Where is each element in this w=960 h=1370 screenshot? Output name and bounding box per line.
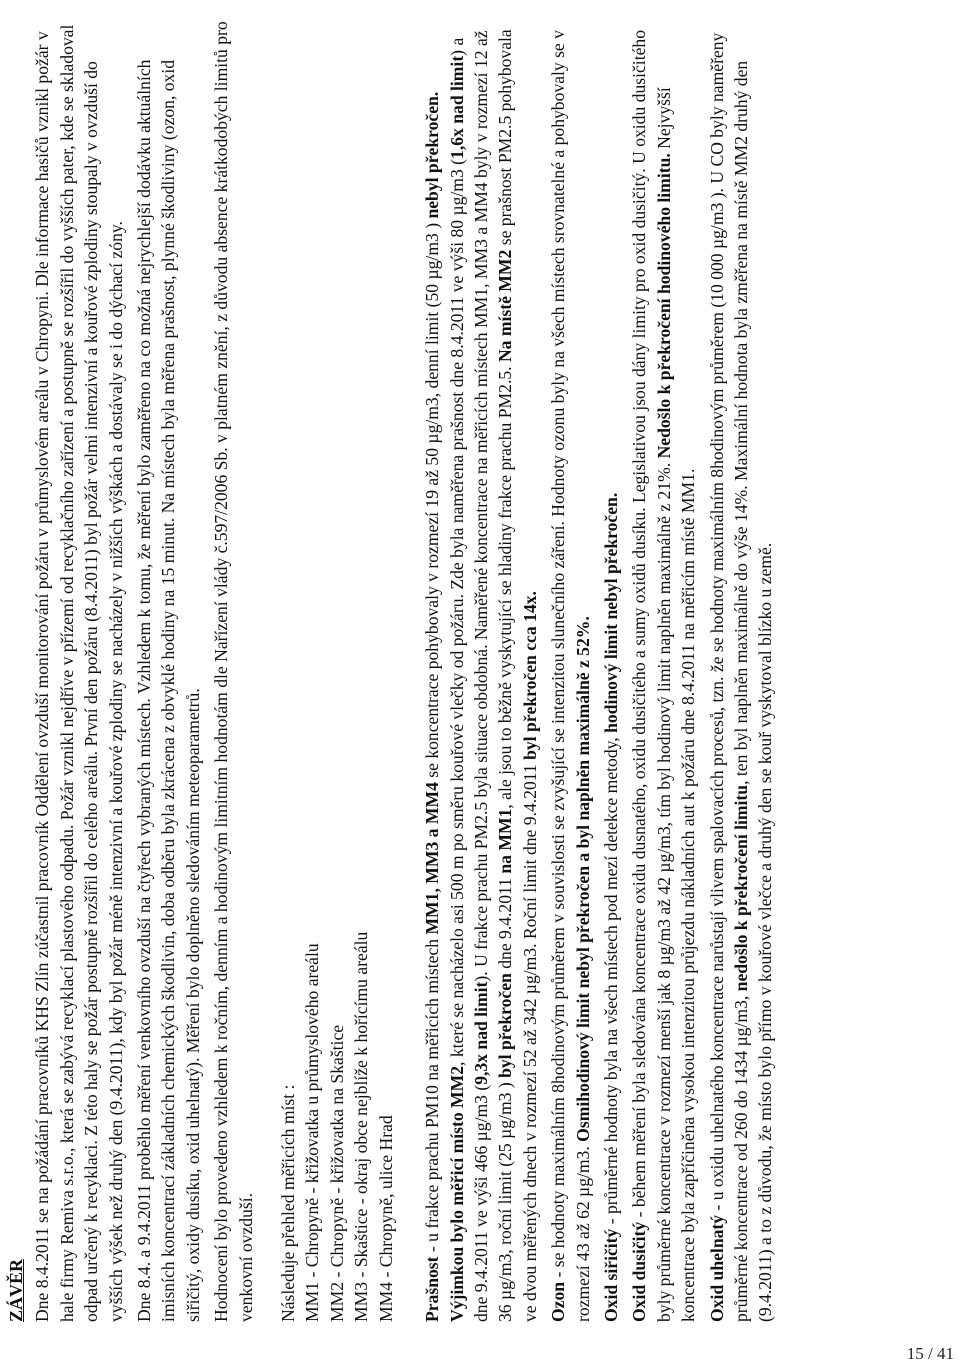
bold-run: Na místě MM2 xyxy=(495,249,516,363)
so2-label: Oxid siřičitý xyxy=(600,1228,621,1322)
text-run: , ten byl naplněn maximálně do výše 14%. Maximální hodnota byla změřena na místě MM2 druhý den (9.4.2011) a to z důvodu, že místo bylo přímo v kouřové vlečce a druhý den se kouř vyskytoval blízko u země. xyxy=(730,60,776,1322)
text-run: se koncentrace pohybovaly v rozmezí 19 až 50 µg/m3, denní limit (50 µg/m3 ) xyxy=(422,218,443,783)
text-run: , které se nacházelo asi 500 m po směru kouřové vlečky od požáru. Zde byla naměřena prašnost dne 8.4.2011 ve výši 80 µg/m3 ( xyxy=(446,158,467,1066)
ozon-label: Ozon xyxy=(548,1281,569,1322)
list-item: MM3 - Skaštice - okraj obce nejblíže k hořícímu areálu xyxy=(351,931,372,1322)
text-run: - se hodnoty maximálním 8hodinovým průměrem v souvislosti se zvyšující se intenzitou slunečního záření. Hodnoty ozonu byly na všech místech srovnatelné a pohybovaly se v rozmezí 43 až 62 µg/m3. xyxy=(548,30,593,1322)
co-label: Oxid uhelnatý xyxy=(706,1214,727,1322)
bold-run: Osmihodinový limit nebyl překročen a byl naplněn maximálně z 52%. xyxy=(572,616,593,1142)
so2-paragraph xyxy=(599,18,623,1322)
bold-run: byl překročen xyxy=(495,973,516,1078)
page-title: ZÁVĚR xyxy=(6,1258,26,1322)
bold-run: byl překročen cca 14x. xyxy=(519,591,540,760)
nox-paragraph xyxy=(627,18,700,1322)
nox-label: Oxid dusičitý xyxy=(629,1221,650,1322)
text-run: , ale jsou to běžně vyskytující se hladiny frakce prachu PM2.5. xyxy=(495,362,516,809)
text-run: se prašnost PM2.5 pohybovala ve dvou měřených dnech v rozmezí 52 až 342 µg/m3. Roční limit dne 9.4.2011 xyxy=(495,29,540,1322)
bold-run: nebyl překročen. Výjimkou bylo měřicí místo MM2 xyxy=(422,91,467,1322)
bold-run: Nedošlo k překročení hodinového limitu. xyxy=(653,153,674,459)
text-run: - během měření byla sledována koncentrace oxidu dusnatého, oxidu dusičitého a sumy oxidů dusíku. Legislativou jsou dány limity pro oxid dusičitý. U oxidu dusičitého byly průměrné koncentrace v rozmezí menší jak 8 µg/m3 až 42 µg/m3, tím byl hodinový limit naplněn maximálně z 21%. xyxy=(629,30,674,1322)
places-list xyxy=(300,18,398,1322)
bold-run: MM1, MM3 a MM4 xyxy=(422,782,443,935)
list-item: MM4 - Chropyně, ulice Hrad xyxy=(375,1115,396,1322)
intro-paragraph-3: Hodnocení bylo provedeno vzhledem k ročním, denním a hodinovým limitním hodnotám dle Nařízení vlády č.597/2006 Sb. v platném znění, z důvodu absence krátkodobých limitů pro venkovní ovzduší. xyxy=(211,21,256,1322)
ozon-paragraph xyxy=(546,18,595,1322)
list-item: MM1 - Chropyně - křižovatka u průmyslového areálu xyxy=(302,943,323,1322)
bold-run: na MM1 xyxy=(495,808,516,874)
text-run: - u frakce prachu PM10 na měřicích místech xyxy=(422,934,443,1257)
text-run: dne 9.4.2011 xyxy=(495,873,516,974)
co-paragraph xyxy=(705,18,778,1322)
bold-run: 1,6x nad limit xyxy=(446,55,467,159)
text-run: Nejvyšší koncentrace byla zapříčiněna vysokou intenzitou průjezdu nákladních aut k požáru dne 8.4.2011 na měřicím místě MM1. xyxy=(653,87,699,1322)
places-heading: Následuje přehled měřicích míst : xyxy=(278,1084,299,1322)
prasnost-label: Prašnost xyxy=(422,1256,443,1322)
bold-run: nedošlo k překročení limitu xyxy=(730,784,751,992)
page-number: 15 / 41 xyxy=(906,1344,954,1363)
bold-run: 9,3x nad limit xyxy=(470,981,491,1085)
text-run: - u oxidu uhelnatého koncentrace narůstají vlivem spalovacích procesů, tzn. že se hodnoty maximálním 8hodinovým průměrem (10 000 µg/m3 ). U CO byly naměřeny průměrné koncentrace od 260 do 1434 µg/m3, xyxy=(706,32,751,1322)
intro-paragraph-1: Dne 8.4.2011 se na požádání pracovníků KHS Zlín zúčastnil pracovník Oddělení ovzduší monitorování požáru v průmyslovém areálu v Chropyni. Dle informace hasičů vznikl požár v hale firmy Remiva s.r.o., která se zabývá recyklací plastového odpadu. Požár vznikl nejdříve v přízemí od recyklačního zařízení a postupně se rozšířil do vyšších pater, kde se skladoval odpad určený k recyklaci. Z této haly se požár postupně rozšířil do celého areálu. První den požáru (8.4.2011) byl požár velmi intenzivní a kouřové zplodiny stoupaly v ovzduší do vyšších výšek než druhý den (9.4.2011), kdy byl požár méně intenzivní a kouřové zplodiny se nacházely v nižších výškách a dostávaly se i do dýchací zóny. xyxy=(32,24,126,1322)
list-item: MM2 - Chropyně - křižovatka na Skaštice xyxy=(326,1024,347,1322)
intro-paragraph-2: Dne 8.4. a 9.4.2011 proběhlo měření venkovního ovzduší na čtyřech vybraných místech. Vzhledem k tomu, že měření bylo zaměřeno na co možná nejrychlejší dodávku aktuálních imisních koncentrací základních chemických škodlivin, doba odběru byla zkrácena z obvyklé hodiny na 15 minut. Na místech byla měřena prašnost, plynné škodliviny (ozon, oxid siřičitý, oxidy dusíku, oxid uhelnatý). Měření bylo doplněno sledováním meteoparametrů. xyxy=(134,59,203,1322)
bold-run: hodinový limit nebyl překročen. xyxy=(600,492,621,733)
text-run: - průměrné hodnoty byla na všech místech pod mezí detekce metody, xyxy=(600,732,621,1229)
text-run: ) a dne 9.4.2011 ve výši 466 µg/m3 ( xyxy=(446,37,491,1322)
prasnost-paragraph xyxy=(420,18,542,1322)
text-run: ). U frakce prachu PM2.5 byla situace obdobná. Naměřené koncentrace na měřicích místech MM1, MM3 a MM4 byly v rozmezí 12 až 36 µg/m3, roční limit (25 µg/m3 ) xyxy=(470,30,516,1322)
